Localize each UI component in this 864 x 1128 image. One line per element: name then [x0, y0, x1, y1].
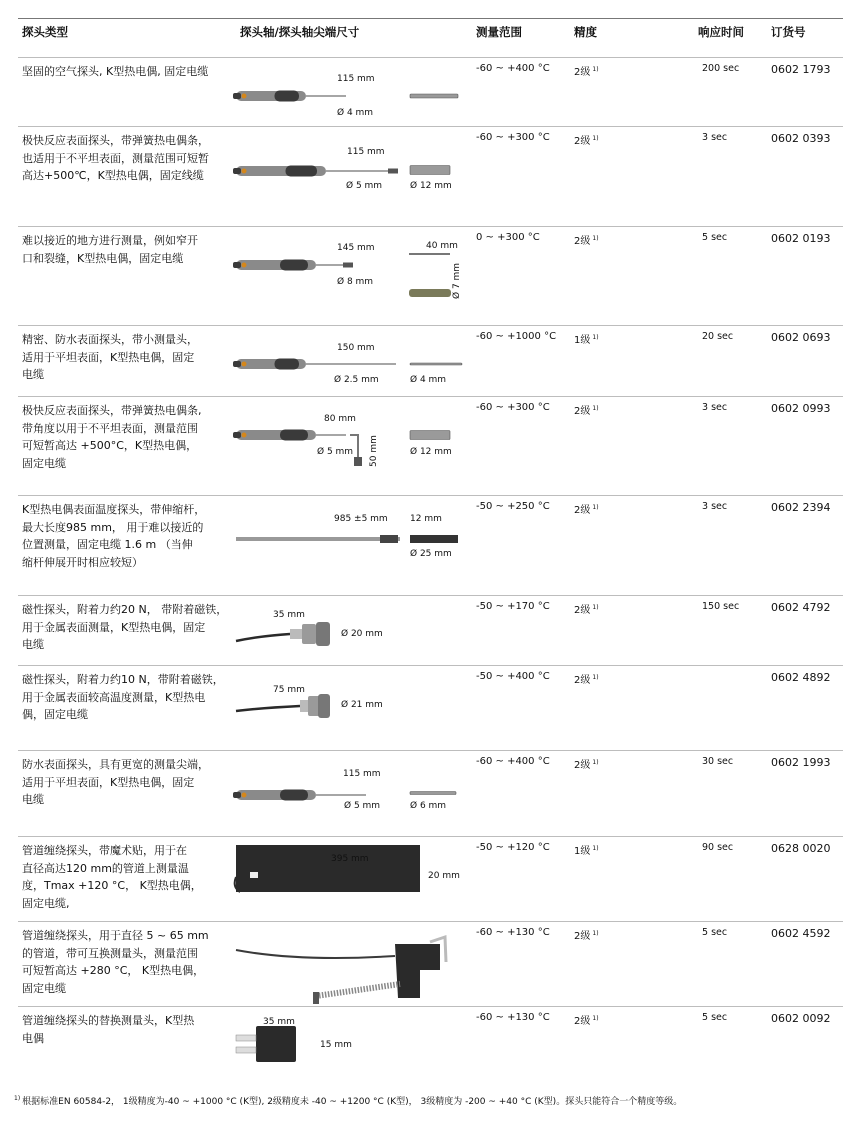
accuracy-value: 2级: [574, 505, 591, 516]
response-time: 5 sec: [702, 232, 728, 243]
dimension-label: 150 mm: [337, 343, 375, 353]
accuracy-footnote-mark: 1): [592, 1014, 599, 1022]
order-number: 0602 1993: [771, 756, 831, 769]
order-number: 0602 0092: [771, 1012, 831, 1025]
probe-row: [18, 57, 843, 127]
dimension-label: 985 ±5 mm: [334, 514, 388, 524]
probe-row: [18, 750, 843, 837]
probe-row: [18, 921, 843, 1007]
dimension-label: 80 mm: [324, 414, 356, 424]
order-number: 0602 2394: [771, 501, 831, 514]
accuracy-footnote-mark: 1): [592, 603, 599, 611]
dimension-label: Ø 21 mm: [341, 700, 383, 710]
header-accuracy: 精度: [574, 25, 597, 39]
dimension-label: Ø 2.5 mm: [334, 375, 379, 385]
accuracy-value: 2级: [574, 931, 591, 942]
footnote-mark: 1): [14, 1095, 21, 1102]
measuring-range: -60 ~ +130 °C: [476, 927, 550, 938]
dimension-label: 395 mm: [331, 854, 369, 864]
dimension-label: 35 mm: [263, 1017, 295, 1027]
response-time: 3 sec: [702, 402, 728, 413]
order-number: 0628 0020: [771, 842, 831, 855]
accuracy-value: 2级: [574, 1016, 591, 1027]
probe-description: 防水表面探头，具有更宽的测量尖端， 适用于平坦表面，K型热电偶，固定 电缆: [22, 758, 209, 807]
dimension-label: 145 mm: [337, 243, 375, 253]
probe-row: [18, 126, 843, 227]
footnote-text: 根据标准EN 60584-2， 1级精度为-40 ~ +1000 °C (K型), 2级精度未 -40 ~ +1200 °C (K型)， 3级精度为 -200 ~ +40 °C (K型)。探头只能符合一个精度等级。: [22, 1097, 683, 1107]
dimension-label: Ø 5 mm: [344, 801, 381, 811]
dimension-label: 12 mm: [410, 514, 442, 524]
probe-description: 管道缠绕探头，用于直径 5 ~ 65 mm 的管道，带可互换测量头，测量范围 可短暂高达 +280 °C， K型热电偶， 固定电缆: [22, 929, 209, 995]
probe-description: 磁性探头，附着力约20 N， 带附着磁铁， 用于金属表面测量，K型热电偶，固定 电缆: [22, 603, 228, 652]
accuracy-value: 2级: [574, 675, 591, 686]
accuracy-footnote-mark: 1): [592, 844, 599, 852]
header-type: 探头类型: [22, 25, 68, 39]
accuracy-footnote-mark: 1): [592, 673, 599, 681]
dimension-label: Ø 7 mm: [452, 262, 462, 299]
accuracy-footnote-mark: 1): [592, 234, 599, 242]
dimension-label: 35 mm: [273, 610, 305, 620]
dimension-label: Ø 4 mm: [337, 108, 374, 118]
dimension-label: 115 mm: [337, 74, 375, 84]
accuracy-value: 2级: [574, 605, 591, 616]
accuracy-class: [574, 402, 599, 417]
accuracy-value: 1级: [574, 335, 591, 346]
accuracy-class: [574, 1012, 599, 1027]
dimension-label: 115 mm: [347, 147, 385, 157]
probe-description: 极快反应表面探头，带弹簧热电偶条， 也适用于不平坦表面，测量范围可短暂 高达+500℃，K型热电偶，固定线缆: [22, 134, 209, 183]
order-number: 0602 0193: [771, 232, 831, 245]
order-number: 0602 4592: [771, 927, 831, 940]
probe-row: [18, 595, 843, 666]
accuracy-class: [574, 671, 599, 686]
dimension-label: Ø 12 mm: [410, 181, 452, 191]
dimension-label: Ø 8 mm: [337, 277, 374, 287]
response-time: 150 sec: [702, 601, 740, 612]
accuracy-footnote-mark: 1): [592, 758, 599, 766]
probe-description: 磁性探头，附着力约10 N，带附着磁铁， 用于金属表面较高温度测量，K型热电 偶，固定电缆: [22, 673, 224, 722]
dimension-label: Ø 5 mm: [317, 447, 354, 457]
order-number: 0602 1793: [771, 63, 831, 76]
measuring-range: -50 ~ +120 °C: [476, 842, 550, 853]
accuracy-value: 2级: [574, 236, 591, 247]
accuracy-footnote-mark: 1): [592, 503, 599, 511]
measuring-range: -60 ~ +300 °C: [476, 132, 550, 143]
dimension-label: Ø 4 mm: [410, 375, 447, 385]
accuracy-value: 1级: [574, 846, 591, 857]
probe-description: 坚固的空气探头, K型热电偶, 固定电缆: [22, 65, 209, 78]
response-time: 5 sec: [702, 927, 728, 938]
header-range: 测量范围: [476, 25, 522, 39]
accuracy-value: 2级: [574, 760, 591, 771]
dimension-label: Ø 6 mm: [410, 801, 447, 811]
response-time: 30 sec: [702, 756, 734, 767]
order-number: 0602 0693: [771, 331, 831, 344]
accuracy-class: [574, 132, 599, 147]
accuracy-class: [574, 63, 599, 78]
dimension-label: Ø 25 mm: [410, 549, 452, 559]
response-time: 3 sec: [702, 132, 728, 143]
header-response: 响应时间: [698, 25, 744, 39]
response-time: 20 sec: [702, 331, 734, 342]
accuracy-footnote-mark: 1): [592, 333, 599, 341]
probe-row: [18, 836, 843, 922]
dimension-label: Ø 5 mm: [346, 181, 383, 191]
probe-description: 难以接近的地方进行测量，例如窄开 口和裂缝，K型热电偶，固定电缆: [22, 234, 198, 265]
dimension-label: Ø 20 mm: [341, 629, 383, 639]
response-time: 3 sec: [702, 501, 728, 512]
dimension-label: 50 mm: [369, 435, 379, 467]
accuracy-class: [574, 927, 599, 942]
accuracy-class: [574, 501, 599, 516]
accuracy-class: [574, 842, 599, 857]
top-rule: [18, 18, 843, 19]
response-time: 200 sec: [702, 63, 740, 74]
accuracy-value: 2级: [574, 67, 591, 78]
table-header: [0, 22, 864, 48]
probe-description: 管道缠绕探头的替换测量头，K型热 电偶: [22, 1014, 195, 1045]
accuracy-class: [574, 601, 599, 616]
accuracy-value: 2级: [574, 406, 591, 417]
header-order: 订货号: [771, 25, 806, 39]
accuracy-footnote-mark: 1): [592, 65, 599, 73]
probe-row: [18, 325, 843, 397]
accuracy-footnote-mark: 1): [592, 134, 599, 142]
response-time: 5 sec: [702, 1012, 728, 1023]
response-time: 90 sec: [702, 842, 734, 853]
accuracy-class: [574, 331, 599, 346]
order-number: 0602 4792: [771, 601, 831, 614]
measuring-range: -50 ~ +250 °C: [476, 501, 550, 512]
probe-row: [18, 396, 843, 496]
dimension-label: Ø 12 mm: [410, 447, 452, 457]
accuracy-class: [574, 232, 599, 247]
probe-description: 管道缠绕探头，带魔术贴，用于在 直径高达120 mm的管道上测量温 度，Tmax +120 °C， K型热电偶， 固定电缆,: [22, 844, 202, 910]
measuring-range: -60 ~ +300 °C: [476, 402, 550, 413]
probe-row: [18, 226, 843, 326]
dimension-label: 15 mm: [320, 1040, 352, 1050]
measuring-range: -50 ~ +170 °C: [476, 601, 550, 612]
measuring-range: -60 ~ +400 °C: [476, 63, 550, 74]
measuring-range: 0 ~ +300 °C: [476, 232, 540, 243]
dimension-label: 115 mm: [343, 769, 381, 779]
probe-description: K型热电偶表面温度探头，带伸缩杆， 最大长度985 mm， 用于难以接近的 位置测量，固定电缆 1.6 m （当伸 缩杆伸展开时相应较短）: [22, 503, 206, 569]
footnote: [14, 1094, 682, 1107]
order-number: 0602 0393: [771, 132, 831, 145]
accuracy-footnote-mark: 1): [592, 404, 599, 412]
measuring-range: -60 ~ +130 °C: [476, 1012, 550, 1023]
accuracy-class: [574, 756, 599, 771]
accuracy-value: 2级: [574, 136, 591, 147]
probe-row: [18, 665, 843, 751]
measuring-range: -60 ~ +400 °C: [476, 756, 550, 767]
dimension-label: 75 mm: [273, 685, 305, 695]
order-number: 0602 0993: [771, 402, 831, 415]
probe-row: [18, 1006, 843, 1091]
probe-row: [18, 495, 843, 596]
dimension-label: 20 mm: [428, 871, 460, 881]
header-dimensions: 探头轴/探头轴尖端尺寸: [240, 25, 360, 39]
dimension-label: 40 mm: [426, 241, 458, 251]
measuring-range: -60 ~ +1000 °C: [476, 331, 557, 342]
probe-description: 极快反应表面探头，带弹簧热电偶条, 带角度以用于不平坦表面，测量范围 可短暂高达 +500°C，K型热电偶， 固定电缆: [22, 404, 202, 470]
accuracy-footnote-mark: 1): [592, 929, 599, 937]
order-number: 0602 4892: [771, 671, 831, 684]
measuring-range: -50 ~ +400 °C: [476, 671, 550, 682]
probe-description: 精密、防水表面探头，带小测量头， 适用于平坦表面，K型热电偶，固定 电缆: [22, 333, 198, 382]
